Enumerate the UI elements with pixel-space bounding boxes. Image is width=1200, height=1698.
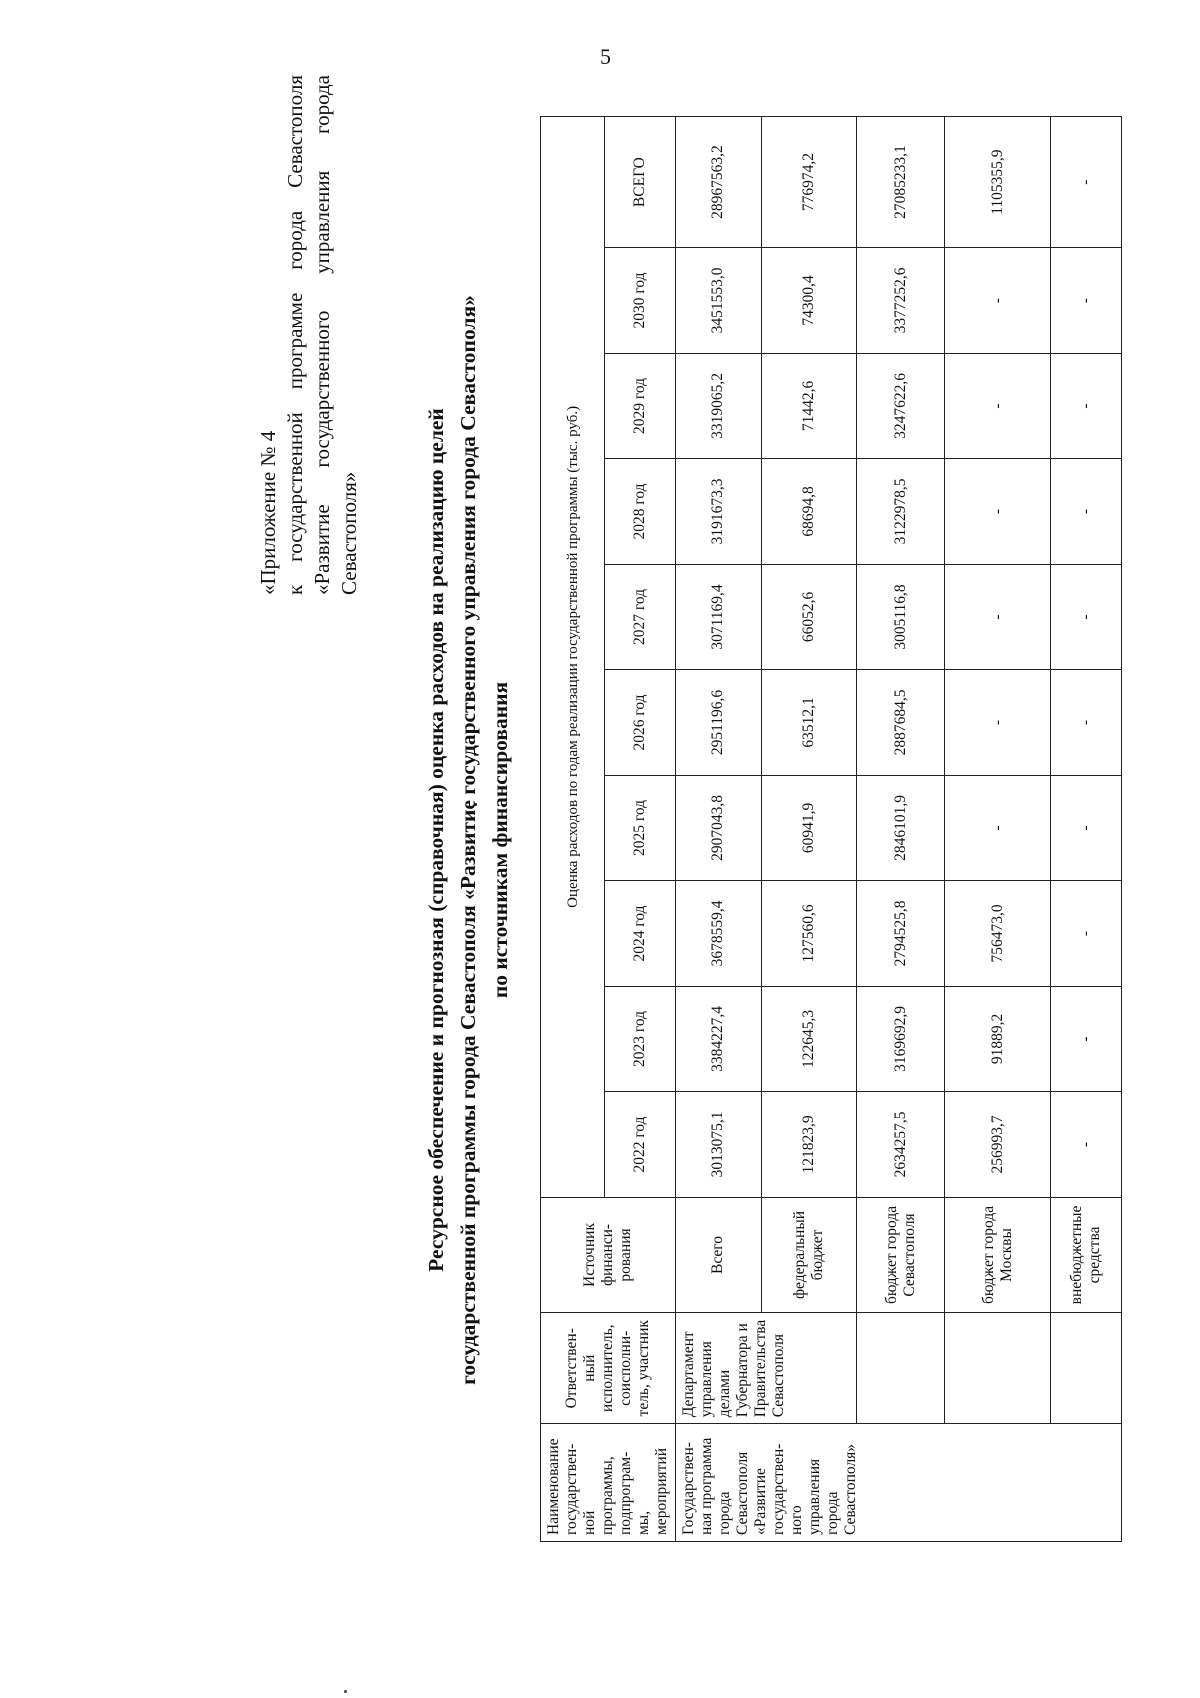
value-cell: 27085233,1 [857,117,945,248]
header-year-cell: 2028 год [605,459,676,565]
value-cell: 3169692,9 [857,986,945,1092]
value-cell: 3122978,5 [857,459,945,565]
executor-cell: Департамент управления делами Губернатора и Правительства Севастополя [676,1313,857,1424]
rotated-sheet [60,60,1140,1620]
value-cell: 756473,0 [945,881,1051,987]
annex-heading [255,75,363,595]
value-cell: 121823,9 [761,1092,857,1198]
value-cell: 2907043,8 [676,775,762,881]
value-cell: 71442,6 [761,353,857,459]
table-row [1051,117,1122,1542]
value-cell: 3191673,3 [676,459,762,565]
header-year-cell: ВСЕГО [605,117,676,248]
header-year-cell: 2027 год [605,564,676,670]
header-year-group: Оценка расходов по годам реализации государственной программы (тыс. руб.) [541,117,605,1198]
value-cell: - [1051,775,1122,881]
value-cell: - [1051,1092,1122,1198]
value-cell: - [1051,117,1122,248]
value-cell: 3319065,2 [676,353,762,459]
value-cell: 2634257,5 [857,1092,945,1198]
header-year-cell: 2025 год [605,775,676,881]
value-cell: 3678559,4 [676,881,762,987]
value-cell: - [1051,564,1122,670]
value-cell: - [1051,986,1122,1092]
table-row [676,117,762,1542]
budget-table [540,116,1122,1542]
title-line-3: по источникам финансирования [488,681,512,999]
table-body [676,117,1122,1542]
value-cell: 3377252,6 [857,248,945,354]
source-cell: бюджет города Севастополя [857,1197,945,1313]
value-cell: - [1051,881,1122,987]
value-cell: 776974,2 [761,117,857,248]
value-cell: - [945,248,1051,354]
value-cell: 1105355,9 [945,117,1051,248]
header-source: Источник финанси-рования [541,1197,676,1313]
value-cell: - [1051,459,1122,565]
value-cell: 256993,7 [945,1092,1051,1198]
source-cell: бюджет города Москвы [945,1197,1051,1313]
header-year-cell: 2030 год [605,248,676,354]
value-cell: 3005116,8 [857,564,945,670]
header-year-cell: 2023 год [605,986,676,1092]
source-cell: внебюджетные средства [1051,1197,1122,1313]
title-line-2: государственной программы города Севастополя «Развитие государственного управления города Севастополя» [456,295,480,1385]
value-cell: - [945,564,1051,670]
table-row [945,117,1051,1542]
annex-line-4: Севастополя» [337,471,361,595]
value-cell: - [945,459,1051,565]
value-cell: 3384227,4 [676,986,762,1092]
header-year-cell: 2029 год [605,353,676,459]
value-cell: 60941,9 [761,775,857,881]
value-cell: - [1051,670,1122,776]
value-cell: 122645,3 [761,986,857,1092]
value-cell: 68694,8 [761,459,857,565]
value-cell: - [945,775,1051,881]
source-cell: федеральный бюджет [761,1197,857,1313]
value-cell: 2887684,5 [857,670,945,776]
title-line-1: Ресурсное обеспечение и прогнозная (справочная) оценка расходов на реализацию целей [424,408,448,1272]
value-cell: 3451553,0 [676,248,762,354]
value-cell: 3247622,6 [857,353,945,459]
executor-empty-cell [857,1313,945,1424]
value-cell: 28967563,2 [676,117,762,248]
value-cell: 74300,4 [761,248,857,354]
value-cell: 2846101,9 [857,775,945,881]
header-year-cell: 2022 год [605,1092,676,1198]
source-cell: Всего [676,1197,762,1313]
value-cell: 63512,1 [761,670,857,776]
header-year-cell: 2026 год [605,670,676,776]
value-cell: 2951196,6 [676,670,762,776]
value-cell: 3071169,4 [676,564,762,670]
header-year-cell: 2024 год [605,881,676,987]
value-cell: 91889,2 [945,986,1051,1092]
table-row [857,117,945,1542]
value-cell: 2794525,8 [857,881,945,987]
executor-empty-cell [1051,1313,1122,1424]
document-title [420,60,516,1620]
value-cell: 3013075,1 [676,1092,762,1198]
value-cell: - [945,353,1051,459]
value-cell: - [945,670,1051,776]
value-cell: - [1051,353,1122,459]
page-number: 5 [600,44,611,69]
header-executor: Ответствен-ный исполнитель, соисполни-тель, участник [541,1313,676,1424]
annex-line-2: к государственной программе города Севастополя [283,75,307,595]
value-cell: - [1051,248,1122,354]
executor-empty-cell [945,1313,1051,1424]
annex-line-1: «Приложение № 4 [256,430,280,595]
program-name-cell: Государствен-ная программа города Севастополя «Развитие государствен-ного управления города Севастополя» [676,1424,1122,1542]
value-cell: 66052,6 [761,564,857,670]
value-cell: 127560,6 [761,881,857,987]
annex-line-3: «Развитие государственного управления города [310,75,334,595]
scan-artifact-dot [344,1690,347,1693]
header-program-name: Наименование государствен-ной программы, подпрограм-мы, мероприятий [541,1424,676,1542]
